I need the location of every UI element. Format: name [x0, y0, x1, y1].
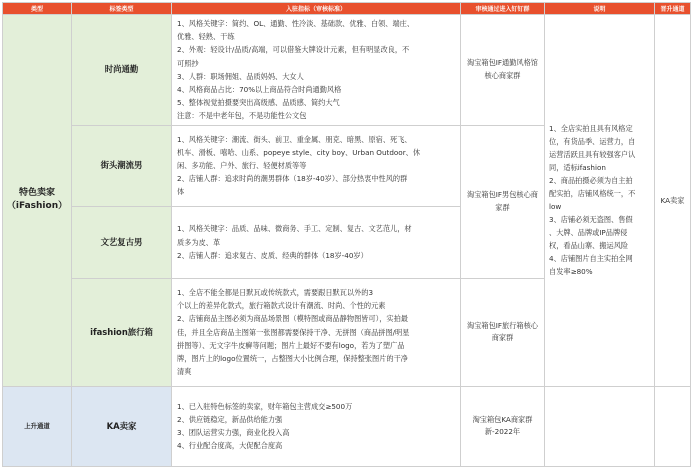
- category-featured-seller: 特色卖家 （iFashion）: [3, 15, 72, 387]
- header-notes: 说明: [545, 3, 655, 15]
- group-mens-bags: 淘宝箱包IF男包核心商家群: [461, 125, 545, 278]
- header-tag-type: 标签类型: [72, 3, 172, 15]
- tag-ifashion-luggage: ifashion旅行箱: [72, 278, 172, 386]
- criteria-ifashion-luggage: 1、全店不能全都是日默瓦或传统款式，需要跟日默瓦以外的3 个以上的差异化款式，旅行箱款式设计有潮流、时尚、个性的元素 2、店铺商品主图必须为商品场景图（模特图或商品静物图皆可），实拍最 佳，并且全店商品主图第一张图都需要保持干净、无拼图（商品拼图/明星 拼图等）、无文字牛皮癣等问题；图片上最好不要有logo，若为了塑广品 牌，图片上的logo位置统一，占整图大小比例合理，保持整张图片的干净 清爽: [172, 278, 461, 386]
- header-upgrade-path: 晋升通道: [655, 3, 691, 15]
- criteria-literary-retro-men: 1、风格关键字：品质、品味、微商务、手工、定制、复古、文艺范儿，材 质多为皮、革 2、店铺人群：追求复古、皮质、经典的群体（18岁-40岁）: [172, 206, 461, 278]
- upgrade-featured-seller: KA卖家: [655, 15, 691, 387]
- seller-tag-table: [2, 2, 691, 467]
- group-luggage: 淘宝箱包IF旅行箱核心商家群: [461, 278, 545, 386]
- category-upgrade-path: 上升通道: [3, 386, 72, 466]
- criteria-fashion-commute: 1、风格关键字：简约、OL、通勤、性冷淡、基础款、优雅、白领、端庄、 优雅、轻熟、干练 2、外观：轻设计/品质/高端，可以借鉴大牌设计元素，但有明显改良，不 可照抄 3、人群：职场佣姐、品质妈妈、大女人 4、风格商品占比：70%以上商品符合时尚通勤风格 5、整体视觉拍摄要突出高级感、品质感、简约大气 注意：不是中老年包，不是功能性公文包: [172, 15, 461, 126]
- tag-ka-seller: KA卖家: [72, 386, 172, 466]
- tag-street-trend-men: 街头潮流男: [72, 125, 172, 206]
- criteria-ka-seller: 1、已入驻特色标签的卖家，财年箱包主营成交≥500万 2、供应链稳定，新品供给能力强 3、团队运营实力强，商业化投入高 4、行业配合度高，大促配合度高: [172, 386, 461, 466]
- tag-literary-retro-men: 文艺复古男: [72, 206, 172, 278]
- notes-ka-empty: [545, 386, 655, 466]
- table-row: [3, 15, 691, 126]
- group-ka-seller: 淘宝箱包KA商家群 新-2022年: [461, 386, 545, 466]
- table-row: [3, 386, 691, 466]
- header-dingtalk-group: 审核通过进入钉钉群: [461, 3, 545, 15]
- header-criteria: 入驻指标（审核标准）: [172, 3, 461, 15]
- tag-fashion-commute: 时尚通勤: [72, 15, 172, 126]
- criteria-street-trend-men: 1、风格关键字：潮流、街头、前卫、重金属、朋克、暗黑、原宿、死飞、 机车、滑板、嘻哈、山系、popeye style、city boy、Urban Outdoor、休 闲、多功能、户外、旅行、轻便材质等等 2、店铺人群：追求时尚的潮男群体（18岁-40岁）、部分热衷中性风的群 体: [172, 125, 461, 206]
- header-row: [3, 3, 691, 15]
- group-fashion-commute: 淘宝箱包IF通勤风格馆核心商家群: [461, 15, 545, 126]
- notes-featured-seller: 1、全店实拍且具有风格定 位，有货品季、运营力，自 运营活跃且具有较强客户认 同，适标ifashion 2、商品拍摄必须为自主拍 配实拍，店铺风格统一，不 low 3、店铺必须无盗图、售假 、大牌、品牌或IP品牌侵 权，看品山寨、搬运风险 4、店铺图片自主实拍全网 自发率≥80%: [545, 15, 655, 387]
- upgrade-ka-empty: [655, 386, 691, 466]
- header-type: 类型: [3, 3, 72, 15]
